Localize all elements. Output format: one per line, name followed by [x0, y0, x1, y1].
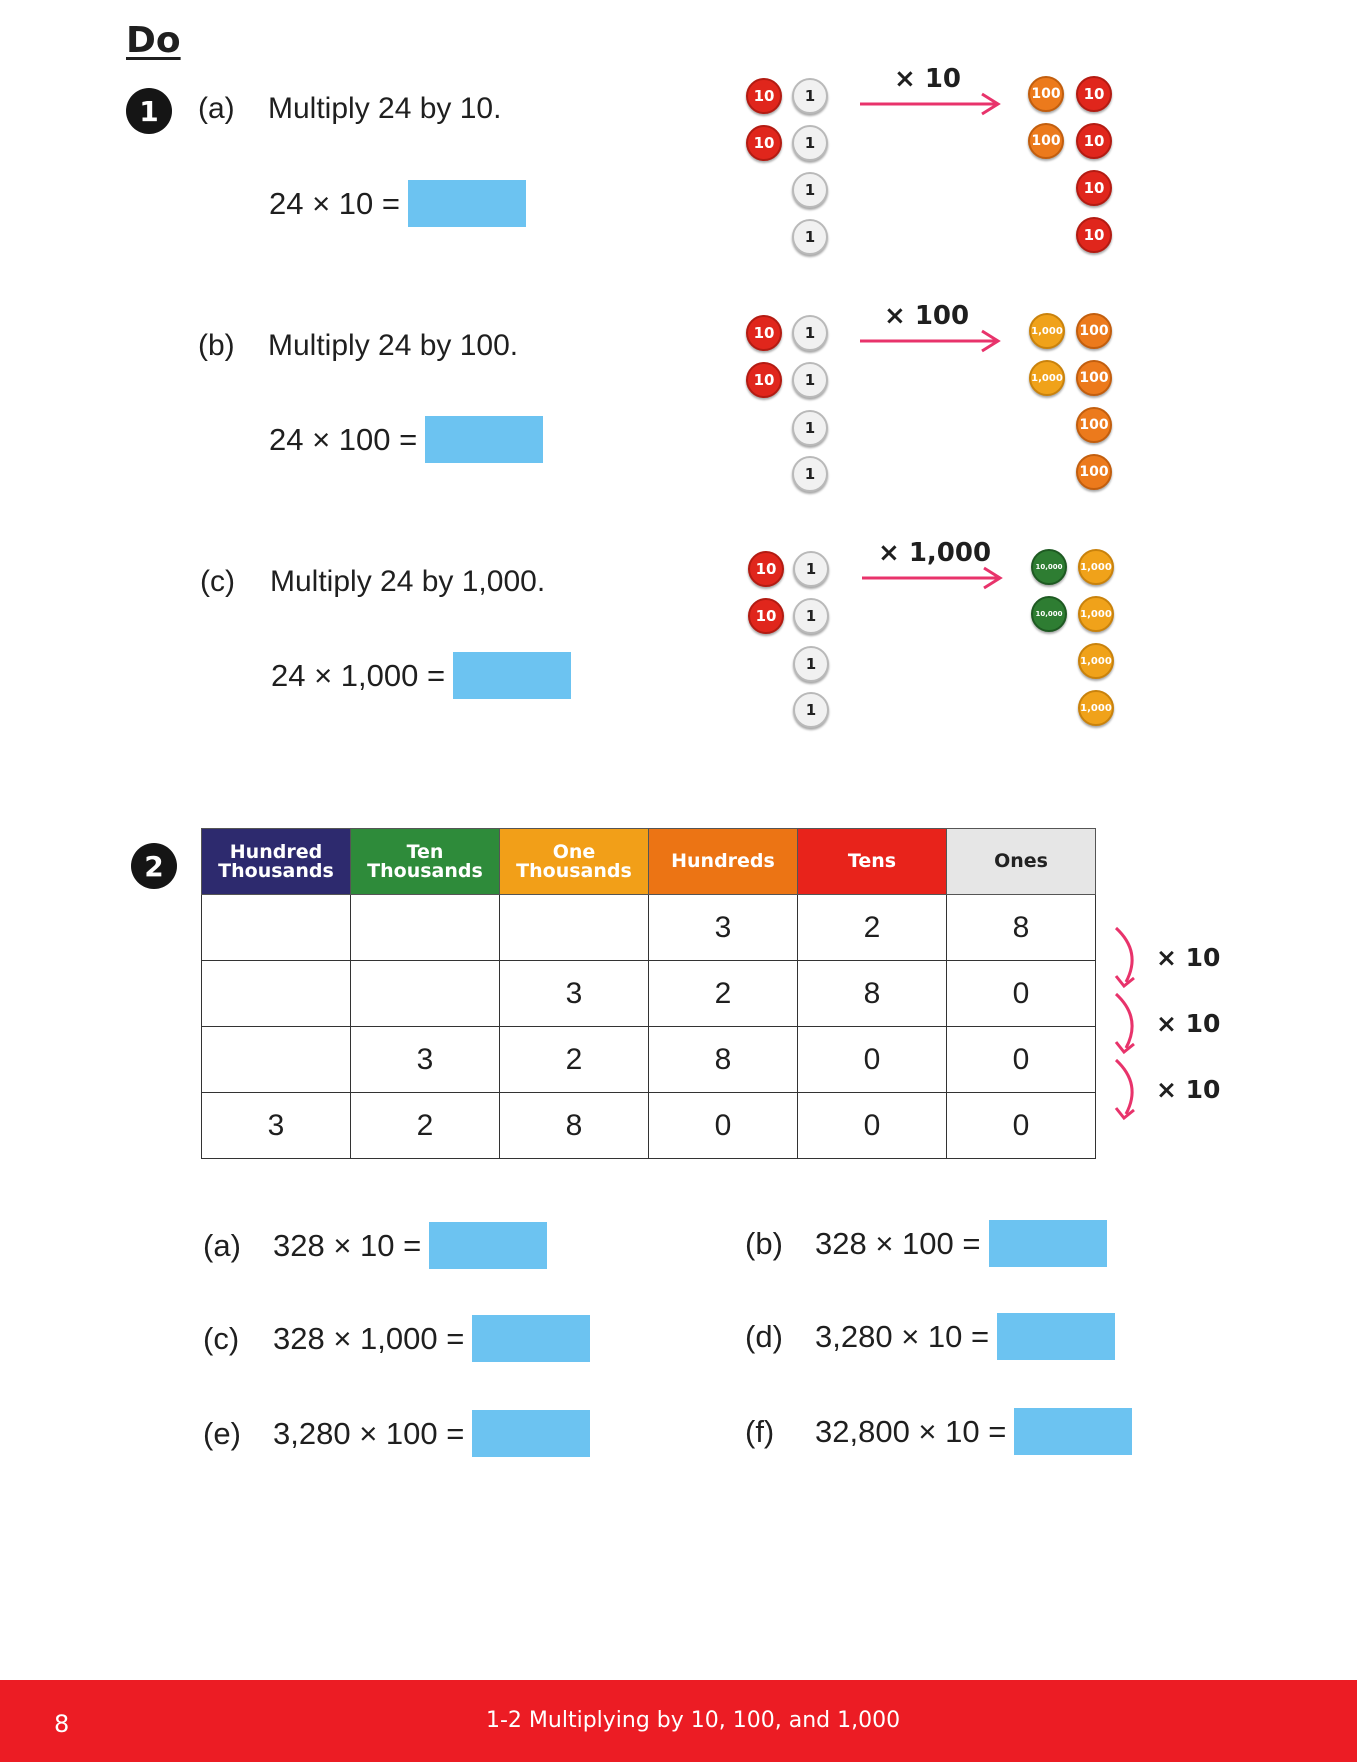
one-disc: 1	[792, 172, 828, 208]
thousand-disc: 1,000	[1078, 549, 1114, 585]
q2f-row	[745, 1408, 1132, 1455]
table-cell	[202, 895, 351, 961]
table-cell: 3	[351, 1027, 500, 1093]
q2c-equation: 328 × 1,000 =	[273, 1320, 465, 1356]
q2b-row	[745, 1220, 1107, 1267]
q2d-equation: 3,280 × 10 =	[815, 1318, 990, 1354]
table-row	[202, 1027, 1096, 1093]
q2b-letter: (b)	[745, 1225, 783, 1261]
place-value-chart	[201, 828, 1096, 1159]
page-number: 8	[54, 1710, 70, 1738]
q1c-letter: (c)	[200, 565, 235, 598]
q2a-letter: (a)	[203, 1227, 241, 1263]
table-cell: 0	[649, 1093, 798, 1159]
ten-disc: 10	[1076, 170, 1112, 206]
q2d-answer-box[interactable]	[997, 1313, 1115, 1360]
table-cell: 2	[798, 895, 947, 961]
q2b-answer-box[interactable]	[989, 1220, 1107, 1267]
header-hundred-thousands: Hundred Thousands	[202, 829, 351, 895]
question-number: 2	[131, 843, 177, 889]
one-disc: 1	[792, 410, 828, 446]
times-ten-label: × 10	[1156, 1075, 1221, 1104]
table-row	[202, 895, 1096, 961]
header-hundreds: Hundreds	[649, 829, 798, 895]
q2f-letter: (f)	[745, 1413, 775, 1449]
ten-disc: 10	[1076, 217, 1112, 253]
table-cell: 2	[649, 961, 798, 1027]
table-cell: 0	[798, 1093, 947, 1159]
multiplier-label: × 1,000	[878, 538, 992, 568]
header-ones: Ones	[947, 829, 1096, 895]
ten-thousand-disc: 10,000	[1031, 549, 1067, 585]
q2e-row	[203, 1410, 590, 1457]
q1b-text: Multiply 24 by 100.	[268, 329, 519, 362]
q2e-answer-box[interactable]	[472, 1410, 590, 1457]
ten-disc: 10	[748, 551, 784, 587]
q2c-answer-box[interactable]	[472, 1315, 590, 1362]
thousand-disc: 1,000	[1029, 360, 1065, 396]
times-ten-label: × 10	[1156, 943, 1221, 972]
thousand-disc: 1,000	[1078, 643, 1114, 679]
q1b-equation: 24 × 100 =	[269, 421, 418, 457]
table-cell	[202, 1027, 351, 1093]
right-arrow-icon	[858, 92, 1002, 116]
q2b-equation: 328 × 100 =	[815, 1225, 981, 1261]
header-tens: Tens	[798, 829, 947, 895]
q1a-text: Multiply 24 by 10.	[268, 92, 502, 125]
times-ten-label: × 10	[1156, 1009, 1221, 1038]
thousand-disc: 1,000	[1078, 596, 1114, 632]
q2a-equation: 328 × 10 =	[273, 1227, 422, 1263]
ten-disc: 10	[746, 78, 782, 114]
q1b-letter: (b)	[198, 329, 235, 362]
one-disc: 1	[793, 551, 829, 587]
q1b-answer-box[interactable]	[425, 416, 543, 463]
q1a-answer-box[interactable]	[408, 180, 526, 227]
q1c-equation-row	[271, 652, 571, 699]
one-disc: 1	[792, 219, 828, 255]
table-cell: 8	[649, 1027, 798, 1093]
q2d-letter: (d)	[745, 1318, 783, 1354]
one-disc: 1	[792, 362, 828, 398]
table-cell: 8	[947, 895, 1096, 961]
right-arrow-icon	[860, 566, 1004, 590]
q2d-row	[745, 1313, 1115, 1360]
table-row	[202, 1093, 1096, 1159]
hundred-disc: 100	[1076, 313, 1112, 349]
q1a-equation: 24 × 10 =	[269, 185, 401, 221]
q2f-equation: 32,800 × 10 =	[815, 1413, 1007, 1449]
table-cell: 3	[649, 895, 798, 961]
q1a-prompt	[198, 92, 501, 126]
one-disc: 1	[792, 78, 828, 114]
table-cell: 3	[202, 1093, 351, 1159]
q2a-row	[203, 1222, 547, 1269]
curved-arrows-icon	[1110, 920, 1150, 1130]
q2a-answer-box[interactable]	[429, 1222, 547, 1269]
q2f-answer-box[interactable]	[1014, 1408, 1132, 1455]
thousand-disc: 1,000	[1029, 313, 1065, 349]
ten-thousand-disc: 10,000	[1031, 596, 1067, 632]
ten-disc: 10	[746, 125, 782, 161]
one-disc: 1	[792, 456, 828, 492]
hundred-disc: 100	[1076, 360, 1112, 396]
one-disc: 1	[792, 125, 828, 161]
one-disc: 1	[793, 646, 829, 682]
hundred-disc: 100	[1076, 454, 1112, 490]
ten-disc: 10	[1076, 123, 1112, 159]
table-cell: 2	[351, 1093, 500, 1159]
table-cell	[351, 961, 500, 1027]
table-cell: 0	[947, 1027, 1096, 1093]
section-heading: Do	[126, 20, 181, 61]
ten-disc: 10	[746, 362, 782, 398]
table-cell: 8	[798, 961, 947, 1027]
q2c-letter: (c)	[203, 1320, 240, 1356]
q1c-answer-box[interactable]	[453, 652, 571, 699]
table-cell: 0	[798, 1027, 947, 1093]
multiplier-label: × 10	[894, 64, 962, 94]
table-cell: 0	[947, 1093, 1096, 1159]
table-cell: 3	[500, 961, 649, 1027]
ten-disc: 10	[748, 598, 784, 634]
thousand-disc: 1,000	[1078, 690, 1114, 726]
table-cell	[202, 961, 351, 1027]
hundred-disc: 100	[1028, 76, 1064, 112]
table-cell: 8	[500, 1093, 649, 1159]
table-row	[202, 961, 1096, 1027]
table-cell	[351, 895, 500, 961]
ten-disc: 10	[746, 315, 782, 351]
q2e-equation: 3,280 × 100 =	[273, 1415, 465, 1451]
hundred-disc: 100	[1076, 407, 1112, 443]
one-disc: 1	[793, 692, 829, 728]
header-one-thousands: One Thousands	[500, 829, 649, 895]
table-cell	[500, 895, 649, 961]
multiplier-label: × 100	[884, 301, 970, 331]
q1b-equation-row	[269, 416, 543, 463]
footer-title: 1-2 Multiplying by 10, 100, and 1,000	[486, 1708, 901, 1733]
q1c-equation: 24 × 1,000 =	[271, 657, 446, 693]
q1a-letter: (a)	[198, 92, 235, 125]
right-arrow-icon	[858, 329, 1002, 353]
one-disc: 1	[793, 598, 829, 634]
ten-disc: 10	[1076, 76, 1112, 112]
table-cell: 0	[947, 961, 1096, 1027]
q1c-prompt	[200, 565, 545, 599]
q1b-prompt	[198, 329, 518, 363]
q2e-letter: (e)	[203, 1415, 241, 1451]
table-cell: 2	[500, 1027, 649, 1093]
q1a-equation-row	[269, 180, 526, 227]
header-ten-thousands: Ten Thousands	[351, 829, 500, 895]
q1c-text: Multiply 24 by 1,000.	[270, 565, 546, 598]
hundred-disc: 100	[1028, 123, 1064, 159]
one-disc: 1	[792, 315, 828, 351]
q2c-row	[203, 1315, 590, 1362]
question-number: 1	[126, 88, 172, 134]
